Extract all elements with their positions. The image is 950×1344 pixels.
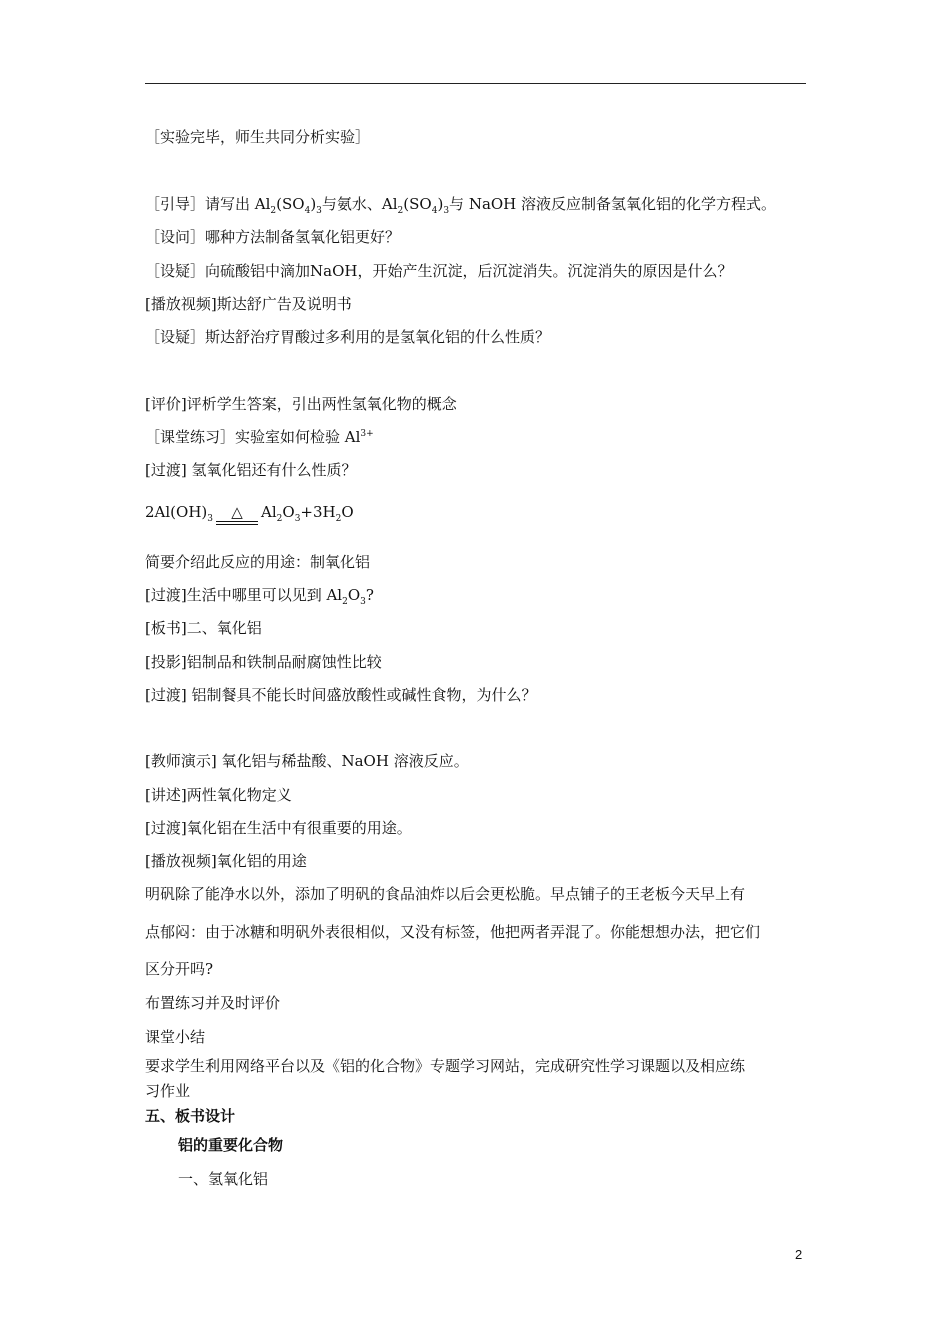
text-line: [播放视频]氧化铝的用途: [145, 852, 307, 870]
text-line: ［实验完毕，师生共同分析实验］: [145, 128, 371, 146]
chemical-equation: [145, 502, 354, 522]
text-line: ［设疑］斯达舒治疗胃酸过多利用的是氢氧化铝的什么性质？: [145, 328, 551, 346]
text-run: ): [437, 195, 444, 213]
text-line: [过渡] 铝制餐具不能长时间盛放酸性或碱性食物，为什么？: [145, 686, 537, 704]
text-line: ［设疑］向硫酸铝中滴加NaOH，开始产生沉淀，后沉淀消失。沉淀消失的原因是什么？: [145, 262, 733, 280]
subscript: 3: [443, 206, 450, 216]
heat-condition: △: [216, 502, 258, 522]
text-line: [投影]铝制品和铁制品耐腐蚀性比较: [145, 653, 382, 671]
text-run: [过渡]生活中哪里可以见到 Al: [145, 586, 343, 604]
text-line: 明矾除了能净水以外，添加了明矾的食品油炸以后会更松脆。早点铺子的王老板今天早上有: [145, 885, 746, 903]
text-run: ): [310, 195, 317, 213]
text-line: [过渡]氧化铝在生活中有很重要的用途。: [145, 819, 412, 837]
text-run: O: [341, 503, 354, 521]
subscript: 2: [397, 206, 404, 216]
text-line: 区分开吗?: [145, 960, 214, 978]
text-line: [评价]评析学生答案，引出两性氢氧化物的概念: [145, 395, 457, 413]
text-line: 布置练习并及时评价: [145, 994, 281, 1012]
page-number: 2: [795, 1247, 803, 1262]
text-line: [讲述]两性氧化物定义: [145, 786, 292, 804]
subscript: 3: [360, 597, 366, 607]
subscript: 2: [342, 597, 348, 607]
text-run: +3H: [300, 503, 336, 521]
text-run: ［引导］请写出 Al: [145, 195, 271, 213]
section-heading: 五、板书设计: [145, 1107, 236, 1125]
subscript: 3: [207, 514, 213, 524]
subscript: 2: [276, 514, 283, 524]
text-line: [145, 194, 776, 214]
text-line: [过渡] 氢氧化铝还有什么性质？: [145, 461, 357, 479]
text-line: 简要介绍此反应的用途：制氧化铝: [145, 553, 371, 571]
board-title: 铝的重要化合物: [178, 1136, 284, 1154]
text-run: Al: [261, 503, 277, 521]
text-line: 课堂小结: [145, 1028, 206, 1046]
text-line: ［设问］哪种方法制备氢氧化铝更好？: [145, 228, 401, 246]
superscript: 3+: [360, 429, 374, 439]
text-line: [145, 585, 374, 605]
subscript: 2: [335, 514, 342, 524]
subscript: 3: [316, 206, 322, 216]
subscript: 4: [304, 206, 311, 216]
text-line: [播放视频]斯达舒广告及说明书: [145, 295, 352, 313]
text-line: [教师演示] 氧化铝与稀盐酸、NaOH 溶液反应。: [145, 752, 469, 770]
subscript: 4: [431, 206, 438, 216]
board-item: 一、氢氧化铝: [178, 1170, 269, 1188]
header-rule: [145, 83, 806, 84]
text-run: ［课堂练习］实验室如何检验 Al: [145, 428, 361, 446]
text-run: (SO: [276, 195, 305, 213]
text-run: 2Al(OH): [145, 503, 208, 521]
text-line: 习作业: [145, 1082, 191, 1100]
text-line: [145, 427, 374, 447]
text-run: O: [347, 586, 361, 604]
text-run: ?: [365, 586, 374, 604]
text-line: 要求学生利用网络平台以及《铝的化合物》专题学习网站，完成研究性学习课题以及相应练: [145, 1057, 746, 1075]
subscript: 3: [294, 514, 301, 524]
text-run: 与 NaOH 溶液反应制备氢氧化铝的化学方程式。: [449, 195, 777, 213]
text-line: 点郁闷：由于冰糖和明矾外表很相似，又没有标签，他把两者弄混了。你能想想办法，把它们: [145, 923, 761, 941]
text-run: 与氨水、Al: [321, 195, 398, 213]
text-line: [板书]二、氧化铝: [145, 619, 262, 637]
text-run: (SO: [403, 195, 432, 213]
text-run: O: [282, 503, 295, 521]
subscript: 2: [270, 206, 277, 216]
